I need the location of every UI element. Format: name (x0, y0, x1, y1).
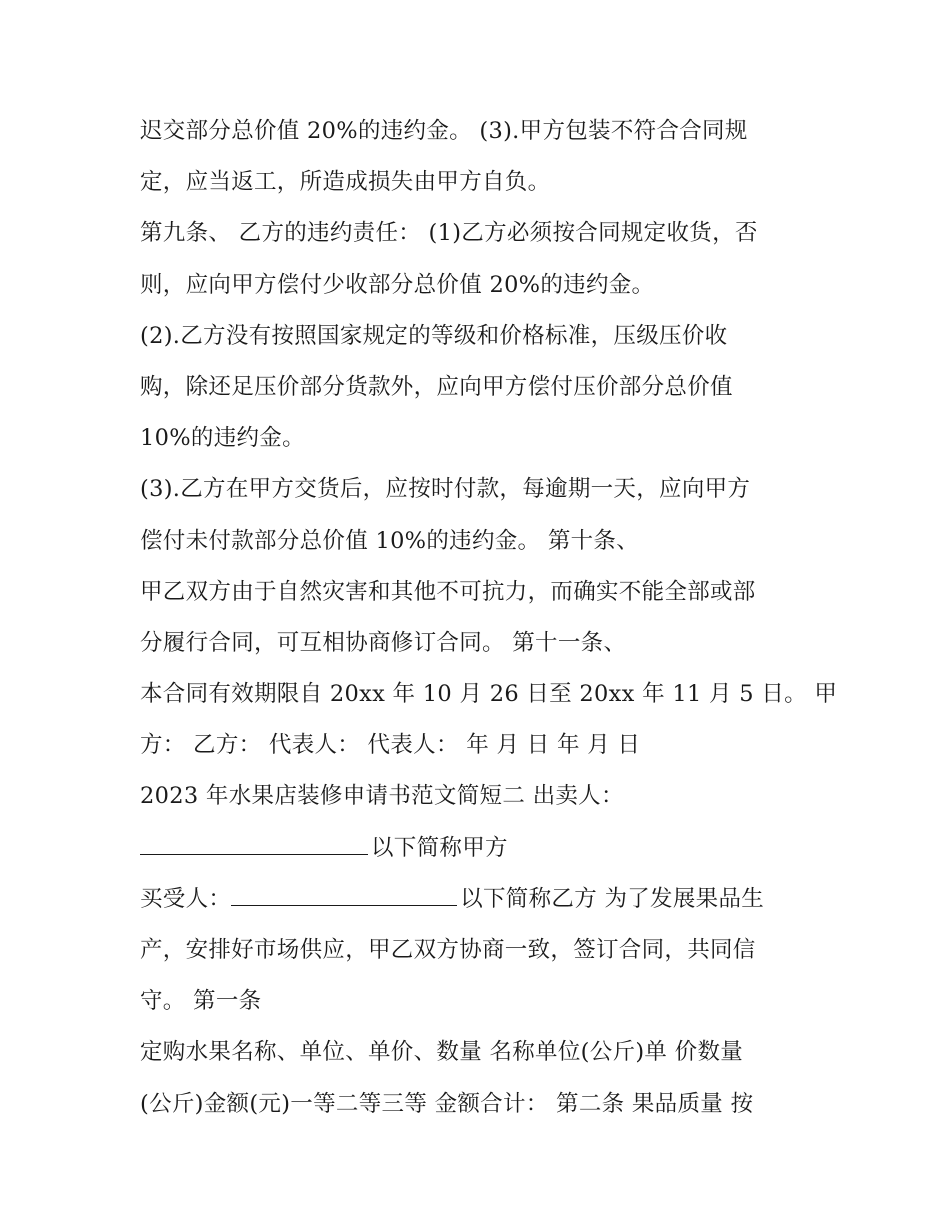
buyer-blank-field[interactable] (231, 881, 457, 906)
document-body (140, 110, 838, 1134)
text-line: (2).乙方没有按照国家规定的等级和价格标准，压级压价收 (140, 322, 728, 349)
text-line: 守。 第一条 (140, 988, 262, 1015)
text-line: 迟交部分总价值 20%的违约金。 (3).甲方包装不符合合同规 (140, 118, 748, 144)
text-line: (3).乙方在甲方交货后，应按时付款，每逾期一天，应向甲方 (140, 476, 751, 503)
text-line: 2023 年水果店装修申请书范文简短二 出卖人： (140, 783, 624, 810)
text-line: (公斤)金额(元)一等二等三等 金额合计： 第二条 果品质量 按 (140, 1090, 754, 1117)
buyer-label: 买受人： (140, 885, 232, 912)
seller-blank-field[interactable] (140, 830, 368, 855)
text-line: 方： 乙方： 代表人： 代表人： 年 月 日 年 月 日 (140, 732, 641, 759)
text-line: 10%的违约金。 (140, 425, 305, 452)
text-line: 定，应当返工，所造成损失由甲方自负。 (140, 169, 551, 196)
text-line: 购，除还足压价部分货款外，应向甲方偿付压价部分总价值 (140, 373, 733, 400)
text-line: 本合同有效期限自 20xx 年 10 月 26 日至 20xx 年 11 月 5 日。 甲 (140, 681, 838, 708)
buyer-line (140, 878, 830, 929)
text-line: 第九条、 乙方的违约责任： (1)乙方必须按合同规定收货，否 (140, 220, 758, 247)
text-line: 则，应向甲方偿付少收部分总价值 20%的违约金。 (140, 271, 655, 298)
seller-line (140, 827, 830, 878)
text-line: 分履行合同，可互相协商修订合同。 第十一条、 (140, 629, 627, 656)
text-line: 偿付未付款部分总价值 10%的违约金。 第十条、 (140, 527, 640, 554)
text-line: 甲乙双方由于自然灾害和其他不可抗力，而确实不能全部或部 (140, 578, 756, 605)
seller-suffix: 以下简称甲方 (371, 834, 508, 861)
buyer-suffix: 以下简称乙方 为了发展果品生 (460, 885, 765, 912)
text-line: 定购水果名称、单位、单价、数量 名称单位(公斤)单 价数量 (140, 1039, 744, 1066)
text-line: 产，安排好市场供应，甲乙双方协商一致，签订合同，共同信 (140, 937, 756, 963)
